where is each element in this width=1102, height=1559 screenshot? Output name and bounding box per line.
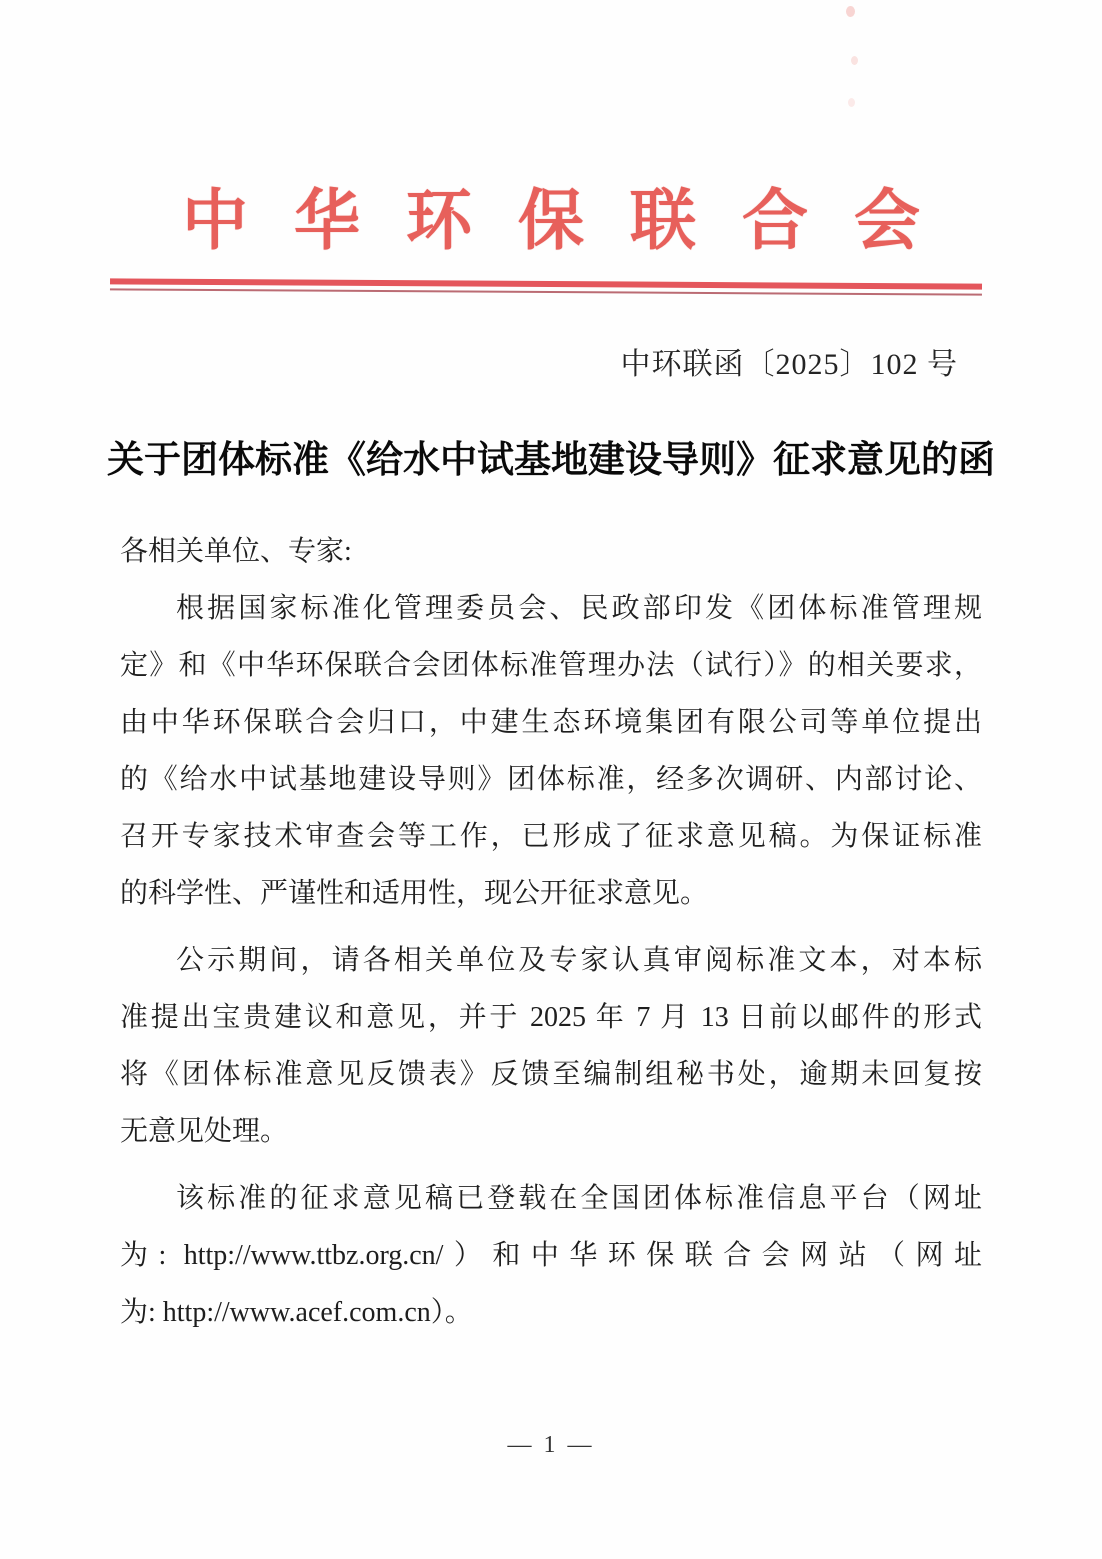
body-line: 为: http://www.ttbz.org.cn/）和中华环保联合会网站（网址 xyxy=(120,1240,982,1271)
body-line: 由中华环保联合会归口，中建生态环境集团有限公司等单位提出 xyxy=(120,707,982,738)
body-line: 将《团体标准意见反馈表》反馈至编制组秘书处，逾期未回复按 xyxy=(120,1059,982,1090)
salutation: 各相关单位、专家: xyxy=(120,536,352,567)
body-line: 的《给水中试基地建设导则》团体标准，经多次调研、内部讨论、 xyxy=(120,764,982,795)
body-line: 准提出宝贵建议和意见，并于 2025 年 7 月 13 日前以邮件的形式 xyxy=(120,1002,982,1033)
scan-artifact xyxy=(846,6,855,17)
scan-artifact xyxy=(848,98,855,107)
doc-number: 中环联函〔2025〕102 号 xyxy=(620,348,958,381)
body-line: 无意见处理。 xyxy=(120,1116,289,1147)
body-line: 为: http://www.acef.com.cn）。 xyxy=(120,1297,473,1328)
letterhead-divider xyxy=(110,278,982,295)
body-line: 的科学性、严谨性和适用性，现公开征求意见。 xyxy=(120,878,709,909)
page-number: — 1 — xyxy=(507,1432,595,1458)
body-line: 公示期间，请各相关单位及专家认真审阅标准文本，对本标 xyxy=(176,945,982,976)
org-name-letterhead: 中华环保联合会 xyxy=(182,185,966,258)
paragraph-1 xyxy=(120,580,982,922)
body-line: 该标准的征求意见稿已登载在全国团体标准信息平台（网址 xyxy=(176,1183,982,1214)
scan-artifact xyxy=(851,56,858,65)
document-body xyxy=(120,523,982,1341)
document-title: 关于团体标准《给水中试基地建设导则》征求意见的函 xyxy=(107,440,995,481)
body-line: 根据国家标准化管理委员会、民政部印发《团体标准管理规 xyxy=(176,593,982,624)
body-line: 定》和《中华环保联合会团体标准管理办法（试行）》的相关要求， xyxy=(120,650,982,681)
paragraph-3 xyxy=(120,1170,982,1341)
divider-thick-line xyxy=(110,278,982,289)
divider-thin-line xyxy=(110,288,982,295)
paragraph-2 xyxy=(120,932,982,1160)
body-line: 召开专家技术审查会等工作，已形成了征求意见稿。为保证标准 xyxy=(120,821,982,852)
